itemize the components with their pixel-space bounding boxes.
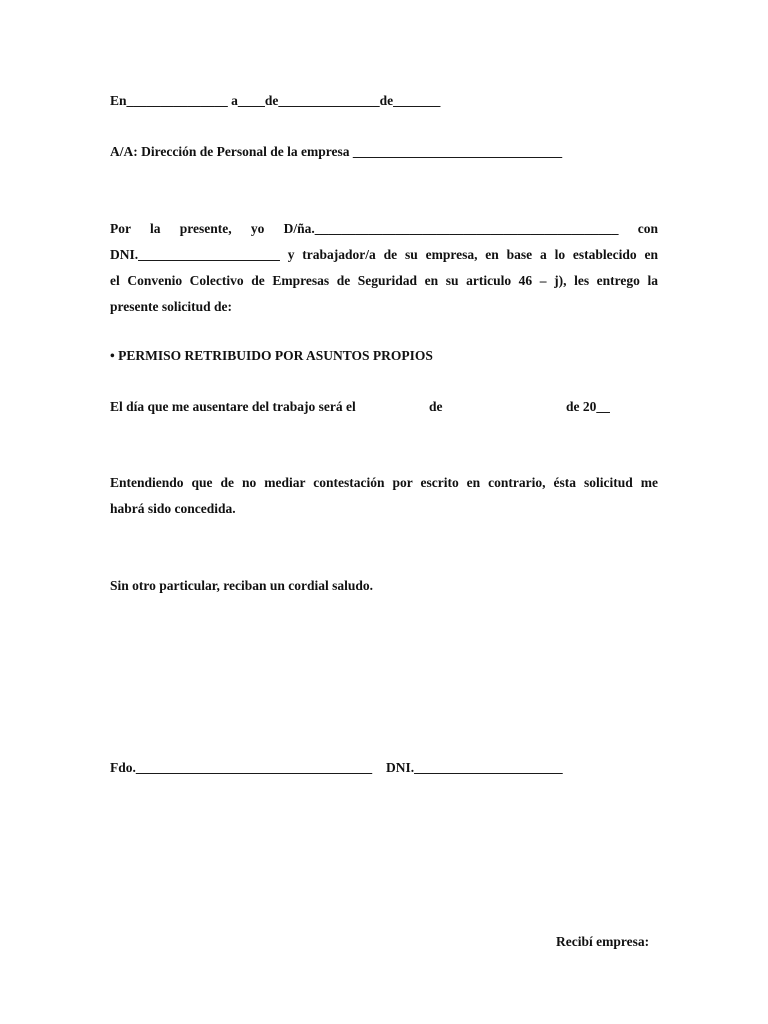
signature-dni-field: DNI.______________________ bbox=[386, 760, 563, 775]
intro-paragraph-line-3: el Convenio Colectivo de Empresas de Seguridad en su articulo 46 – j), les entrego la bbox=[110, 273, 658, 288]
closing-line: Sin otro particular, reciban un cordial saludo. bbox=[110, 578, 374, 593]
addressee-line: A/A: Dirección de Personal de la empresa _______________________________ bbox=[110, 144, 563, 159]
receipt-label: Recibí empresa: bbox=[556, 934, 650, 949]
absence-line-year-label: de 20__ bbox=[566, 399, 610, 414]
absence-line-month-label: de bbox=[429, 399, 443, 414]
intro-paragraph-line-4: presente solicitud de: bbox=[110, 299, 232, 314]
intro-paragraph-line-2: DNI._____________________ y trabajador/a de su empresa, en base a lo establecido en bbox=[110, 247, 658, 262]
absence-line-text: El día que me ausentare del trabajo será el bbox=[110, 399, 356, 414]
condition-paragraph bbox=[110, 470, 658, 522]
date-line: En_______________ a____de_______________de_______ bbox=[110, 93, 441, 108]
intro-paragraph-line-1: Por la presente, yo D/ña._____________________________________________ con bbox=[110, 221, 658, 236]
request-item: • PERMISO RETRIBUIDO POR ASUNTOS PROPIOS bbox=[110, 348, 433, 363]
condition-paragraph-line-2: habrá sido concedida. bbox=[110, 501, 236, 516]
intro-paragraph bbox=[110, 216, 658, 320]
signature-field: Fdo.___________________________________ bbox=[110, 760, 373, 775]
condition-paragraph-line-1: Entendiendo que de no mediar contestación por escrito en contrario, ésta solicitud me bbox=[110, 475, 658, 490]
